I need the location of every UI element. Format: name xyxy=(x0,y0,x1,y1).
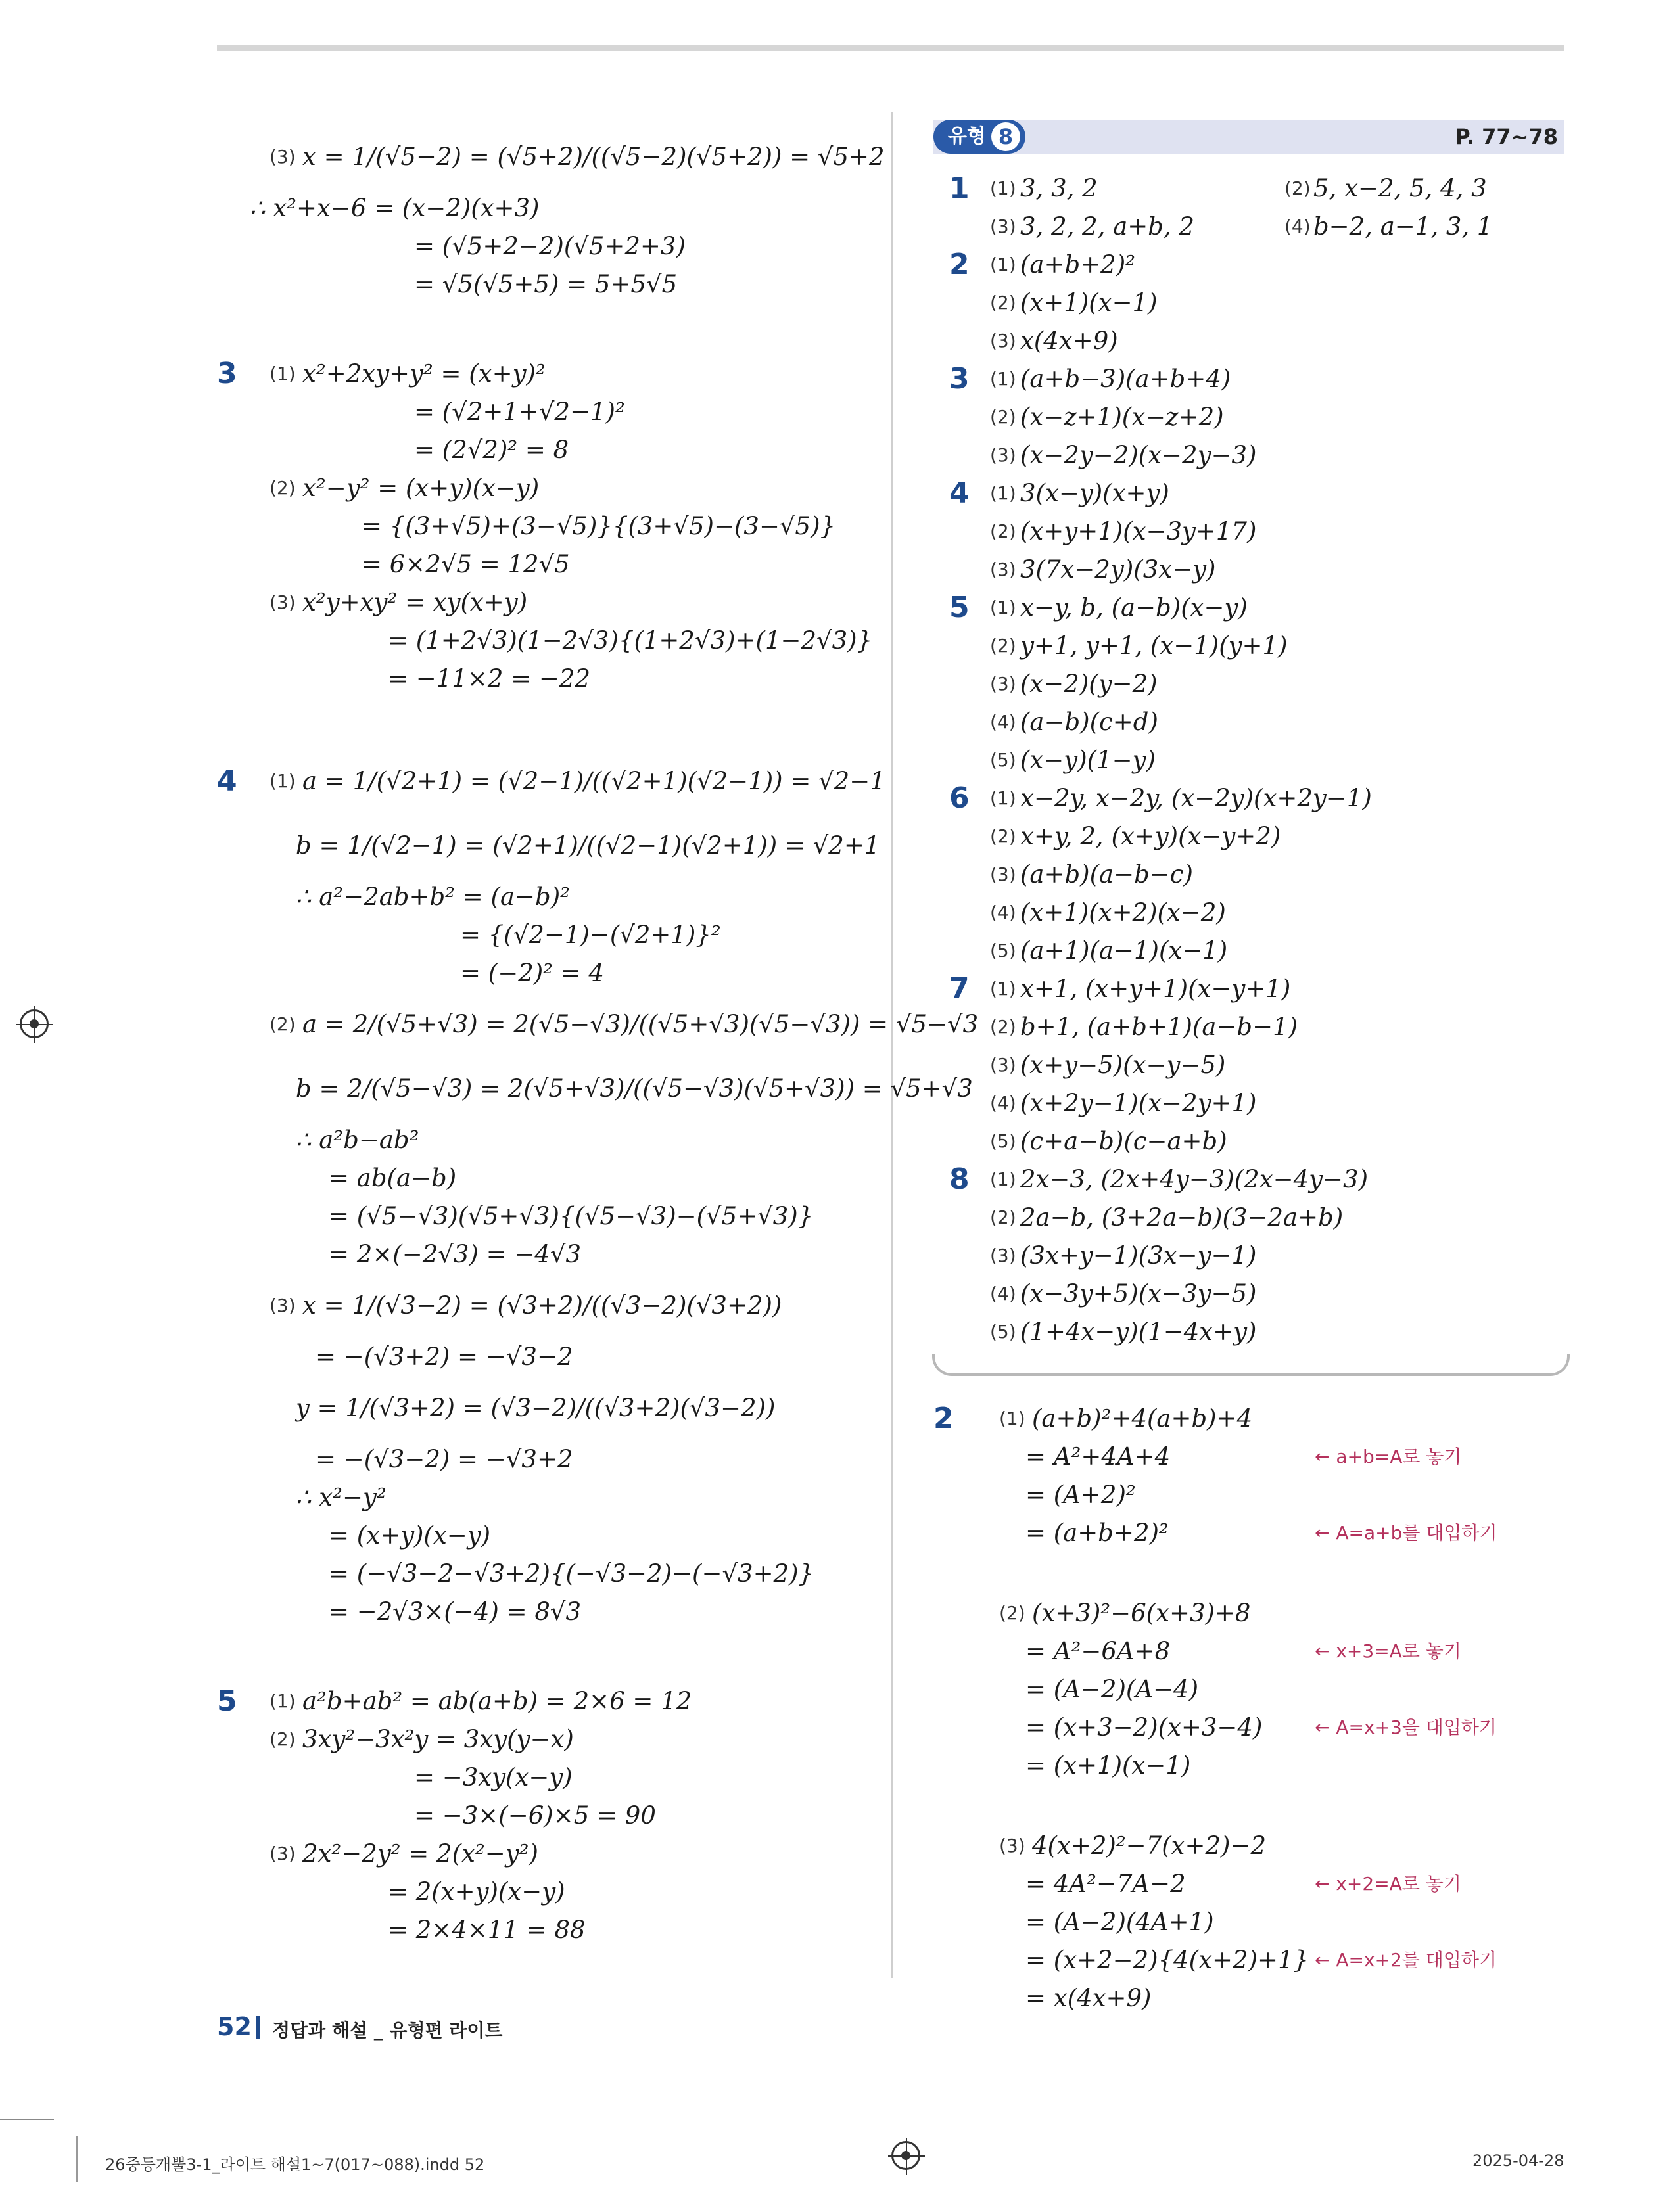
problem-number: 2 xyxy=(949,248,970,281)
equation-text: = (√5−√3)(√5+√3){(√5−√3)−(√5+√3)} xyxy=(329,1202,814,1230)
solution-line xyxy=(217,878,881,916)
solution-line xyxy=(217,1197,881,1235)
answer-text: (a+b+2)² xyxy=(1020,250,1135,279)
annotation-note: ← A=x+2를 대입하기 xyxy=(1315,1949,1497,1971)
equation-text: x²y+xy² = xy(x+y) xyxy=(302,588,528,616)
sub-label: (5) xyxy=(990,1321,1016,1343)
solution-line xyxy=(933,1632,1564,1671)
registration-mark-icon xyxy=(20,1009,49,1038)
solution-line xyxy=(217,954,881,992)
problem-number: 8 xyxy=(949,1163,970,1196)
answer-text: x+1, (x+y+1)(x−y+1) xyxy=(1020,975,1291,1003)
equation-text: = (A−2)(4A+1) xyxy=(1025,1908,1214,1936)
answer-text: (x−2y−2)(x−2y−3) xyxy=(1020,441,1257,469)
solution-line xyxy=(217,1274,881,1338)
equation-text: (x+3)²−6(x+3)+8 xyxy=(1032,1599,1251,1627)
sub-label: (3) xyxy=(990,444,1016,466)
sub-label: (2) xyxy=(990,520,1016,542)
answer-text: y+1, y+1, (x−1)(y+1) xyxy=(1020,632,1288,660)
equation-text: 2x²−2y² = 2(x²−y²) xyxy=(302,1839,538,1868)
answer-text: 3, 2, 2, a+b, 2 xyxy=(1020,212,1194,241)
solution-line xyxy=(217,1235,881,1274)
page-number: 52 xyxy=(217,2012,252,2041)
answer-row xyxy=(947,703,1558,741)
sub-label: (4) xyxy=(1284,216,1311,237)
problem-number: 5 xyxy=(217,1684,237,1718)
equation-text: = (−√3−2−√3+2){(−√3−2)−(−√3+2)} xyxy=(329,1559,814,1588)
sub-label: (5) xyxy=(990,1130,1016,1152)
equation-text: = (−2)² = 4 xyxy=(460,959,605,987)
page-reference: P. 77~78 xyxy=(1455,124,1558,149)
answer-text: (x+1)(x+2)(x−2) xyxy=(1020,898,1226,927)
answer-text: (x+y−5)(x−y−5) xyxy=(1020,1051,1226,1079)
equation-text: 4(x+2)²−7(x+2)−2 xyxy=(1032,1832,1267,1860)
equation-text: ∴ x²−y² xyxy=(296,1483,387,1511)
solution-2 xyxy=(933,1400,1564,2017)
answer-text: b+1, (a+b+1)(a−b−1) xyxy=(1020,1013,1298,1041)
sub-label: (3) xyxy=(270,591,296,613)
equation-text: = √5(√5+5) = 5+5√5 xyxy=(414,270,678,298)
problem-number: 3 xyxy=(217,357,237,390)
equation-text: = A²+4A+4 xyxy=(1025,1442,1171,1471)
sub-label: (4) xyxy=(990,1092,1016,1114)
equation-text: = 2(x+y)(x−y) xyxy=(388,1878,565,1906)
answer-text: (x−3y+5)(x−3y−5) xyxy=(1020,1279,1257,1308)
spacer xyxy=(217,698,881,749)
answer-row xyxy=(947,1008,1558,1046)
answer-box-border xyxy=(932,1354,1570,1376)
crop-mark xyxy=(76,2136,78,2182)
sub-label: (3) xyxy=(990,330,1016,352)
answer-text: x+y, 2, (x+y)(x−y+2) xyxy=(1020,822,1281,850)
solution-line xyxy=(217,393,881,431)
solution-line xyxy=(933,1438,1564,1476)
problem-number: 4 xyxy=(949,476,970,510)
equation-text: x²+2xy+y² = (x+y)² xyxy=(302,359,546,388)
answer-row xyxy=(947,589,1558,627)
solution-line xyxy=(217,355,881,393)
sub-label: (1) xyxy=(270,363,296,384)
sub-label: (4) xyxy=(990,711,1016,733)
sub-label: (1) xyxy=(990,787,1016,809)
answer-row xyxy=(947,665,1558,703)
answer-row xyxy=(947,1161,1558,1199)
sub-label: (5) xyxy=(990,940,1016,961)
equation-text: = {(√2−1)−(√2+1)}² xyxy=(460,921,721,949)
solution-line xyxy=(933,1827,1564,1865)
equation-text: ∴ x²+x−6 = (x−2)(x+3) xyxy=(250,194,540,222)
sub-label: (2) xyxy=(270,477,296,499)
answer-row xyxy=(947,779,1558,818)
sub-label: (1) xyxy=(990,368,1016,390)
equation-text: = −11×2 = −22 xyxy=(388,664,590,693)
spacer xyxy=(933,1552,1564,1594)
answer-text: 3, 3, 2 xyxy=(1020,174,1098,202)
equation-text: = 2×4×11 = 88 xyxy=(388,1916,586,1944)
answer-row xyxy=(947,1046,1558,1084)
solution-line xyxy=(217,1338,881,1376)
problem-number: 1 xyxy=(949,172,970,205)
solution-line xyxy=(217,814,881,878)
solution-line xyxy=(217,431,881,469)
solution-line xyxy=(933,1941,1564,1979)
answer-row xyxy=(947,970,1558,1008)
sub-label: (3) xyxy=(990,1245,1016,1266)
answer-text: b−2, a−1, 3, 1 xyxy=(1313,212,1493,241)
equation-text: = 6×2√5 = 12√5 xyxy=(362,550,570,578)
solution-line xyxy=(933,1979,1564,2017)
sub-label: (2) xyxy=(990,292,1016,313)
annotation-note: ← x+3=A로 놓기 xyxy=(1315,1640,1461,1662)
solution-line xyxy=(217,1797,881,1835)
answer-text: 2a−b, (3+2a−b)(3−2a+b) xyxy=(1020,1203,1344,1232)
answer-text: (x−y)(1−y) xyxy=(1020,746,1156,774)
answer-row xyxy=(947,1313,1558,1351)
problem-number: 6 xyxy=(949,781,970,815)
answer-row xyxy=(947,360,1558,398)
sub-label: (1) xyxy=(990,1168,1016,1190)
crop-mark xyxy=(0,2119,54,2120)
answer-text: 3(7x−2y)(3x−y) xyxy=(1020,555,1216,584)
type-badge: 유형 xyxy=(933,120,1025,154)
equation-text: y = 1/(√3+2) = (√3−2)/((√3+2)(√3−2)) xyxy=(296,1394,776,1422)
answer-text: (a+b)(a−b−c) xyxy=(1020,860,1193,888)
answer-row xyxy=(947,1122,1558,1161)
equation-text: = x(4x+9) xyxy=(1025,1984,1152,2012)
equation-text: b = 1/(√2−1) = (√2+1)/((√2−1)(√2+1)) = √2+1 xyxy=(296,831,880,860)
sub-label: (4) xyxy=(990,902,1016,923)
equation-text: = −(√3+2) = −√3−2 xyxy=(316,1343,573,1371)
sub-label: (1) xyxy=(990,254,1016,275)
answer-text: x−y, b, (a−b)(x−y) xyxy=(1020,593,1248,622)
solution-line xyxy=(217,622,881,660)
solution-line xyxy=(217,507,881,545)
solution-line xyxy=(217,1593,881,1631)
equation-text: = (x+y)(x−y) xyxy=(329,1521,491,1550)
print-date: 2025-04-28 xyxy=(1472,2152,1564,2170)
sub-label: (1) xyxy=(990,482,1016,504)
sub-label: (1) xyxy=(990,597,1016,618)
answer-text: (1+4x−y)(1−4x+y) xyxy=(1020,1318,1257,1346)
type-number: 8 xyxy=(991,122,1020,151)
solution-line xyxy=(217,1479,881,1517)
sub-label: (2) xyxy=(990,406,1016,428)
sub-label: (2) xyxy=(990,1016,1016,1038)
answer-list xyxy=(947,170,1558,1351)
annotation-note: ← x+2=A로 놓기 xyxy=(1315,1873,1461,1895)
answer-text: (x+2y−1)(x−2y+1) xyxy=(1020,1089,1257,1117)
answer-row xyxy=(947,894,1558,932)
equation-text: = (1+2√3)(1−2√3){(1+2√3)+(1−2√3)} xyxy=(388,626,873,655)
problem-number: 2 xyxy=(933,1402,954,1435)
equation-text: = (√2+1+√2−1)² xyxy=(414,398,625,426)
equation-text: = (a+b+2)² xyxy=(1025,1519,1169,1547)
answer-row xyxy=(947,856,1558,894)
sub-label: (3) xyxy=(270,1843,296,1864)
answer-row xyxy=(947,1275,1558,1313)
spacer xyxy=(217,1631,881,1682)
solution-line xyxy=(217,584,881,622)
solution-line xyxy=(217,1555,881,1593)
solution-line xyxy=(217,1159,881,1197)
solution-line xyxy=(217,227,881,265)
solution-line xyxy=(217,469,881,507)
equation-text: = 2×(−2√3) = −4√3 xyxy=(329,1240,582,1268)
solution-line xyxy=(933,1400,1564,1438)
sub-label: (5) xyxy=(990,749,1016,771)
sub-label: (2) xyxy=(990,635,1016,657)
annotation-note: ← A=a+b를 대입하기 xyxy=(1315,1522,1497,1544)
sub-label: (3) xyxy=(270,1295,296,1316)
answer-row xyxy=(947,741,1558,779)
equation-text: a = 2/(√5+√3) = 2(√5−√3)/((√5+√3)(√5−√3)) = √5−√3 xyxy=(302,1010,979,1038)
equation-text: = −3×(−6)×5 = 90 xyxy=(414,1801,656,1830)
equation-text: = ab(a−b) xyxy=(329,1164,457,1192)
answer-row xyxy=(947,474,1558,513)
problem-number: 3 xyxy=(949,362,970,396)
footer-title: 정답과 해설 _ 유형편 라이트 xyxy=(272,2019,503,2041)
sub-label: (2) xyxy=(990,1207,1016,1228)
answer-text: (x+y+1)(x−3y+17) xyxy=(1020,517,1257,545)
answer-row xyxy=(947,1237,1558,1275)
sub-label: (3) xyxy=(990,864,1016,885)
solution-line xyxy=(217,1057,973,1121)
sub-label: (2) xyxy=(270,1013,296,1035)
sub-label: (1) xyxy=(990,978,1016,1000)
solution-line xyxy=(217,992,979,1057)
solution-line xyxy=(217,660,881,698)
equation-text: a = 1/(√2+1) = (√2−1)/((√2+1)(√2−1)) = √2−1 xyxy=(302,767,885,795)
file-name: 26중등개뿔3-1_라이트 해설1~7(017~088).indd 52 xyxy=(105,2155,485,2174)
answer-text: 2x−3, (2x+4y−3)(2x−4y−3) xyxy=(1020,1165,1369,1193)
solution-line xyxy=(217,1835,881,1873)
solution-line xyxy=(933,1865,1564,1903)
sub-label: (3) xyxy=(990,559,1016,580)
answer-row xyxy=(947,818,1558,856)
sub-label: (4) xyxy=(990,1283,1016,1304)
solution-line xyxy=(933,1709,1564,1747)
equation-text: x = 1/(√5−2) = (√5+2)/((√5−2)(√5+2)) = √5+2 xyxy=(302,143,885,171)
answer-row xyxy=(947,322,1558,360)
equation-text: = (2√2)² = 8 xyxy=(414,436,569,464)
equation-text: = (x+2−2){4(x+2)+1} xyxy=(1025,1946,1309,1974)
problem-number: 5 xyxy=(949,591,970,624)
equation-text: = (A−2)(A−4) xyxy=(1025,1675,1199,1703)
answer-text: 3(x−y)(x+y) xyxy=(1020,479,1169,507)
answer-row xyxy=(947,170,1558,208)
solution-line xyxy=(217,1911,881,1949)
answer-row xyxy=(947,284,1558,322)
equation-text: = A²−6A+8 xyxy=(1025,1637,1171,1665)
top-rule xyxy=(217,45,1564,51)
solution-line xyxy=(217,1873,881,1911)
answer-text: (x+1)(x−1) xyxy=(1020,288,1158,317)
equation-text: x = 1/(√3−2) = (√3+2)/((√3−2)(√3+2)) xyxy=(302,1291,782,1320)
sub-label: (2) xyxy=(1284,177,1311,199)
problem-number: 7 xyxy=(949,972,970,1005)
annotation-note: ← A=x+3을 대입하기 xyxy=(1315,1717,1497,1738)
solution-line xyxy=(217,1376,881,1440)
sub-label: (2) xyxy=(999,1602,1025,1624)
answer-text: (x−2)(y−2) xyxy=(1020,670,1158,698)
spacer xyxy=(217,304,881,355)
equation-text: 3xy²−3x²y = 3xy(y−x) xyxy=(302,1725,574,1753)
answer-row xyxy=(947,398,1558,436)
sub-label: (2) xyxy=(270,1728,296,1750)
answer-text: (3x+y−1)(3x−y−1) xyxy=(1020,1241,1257,1270)
equation-text: = −2√3×(−4) = 8√3 xyxy=(329,1598,582,1626)
solution-line xyxy=(217,1440,881,1479)
equation-text: a²b+ab² = ab(a+b) = 2×6 = 12 xyxy=(302,1687,692,1715)
equation-text: = (A+2)² xyxy=(1025,1481,1136,1509)
answer-row xyxy=(947,551,1558,589)
solution-line xyxy=(933,1476,1564,1514)
sub-label: (1) xyxy=(270,1690,296,1712)
sub-label: (2) xyxy=(990,825,1016,847)
equation-text: b = 2/(√5−√3) = 2(√5+√3)/((√5−√3)(√5+√3)) = √5+√3 xyxy=(296,1074,973,1103)
solution-line xyxy=(217,1121,881,1159)
annotation-note: ← a+b=A로 놓기 xyxy=(1315,1446,1462,1467)
sub-label: (3) xyxy=(990,1054,1016,1076)
answer-row xyxy=(947,1084,1558,1122)
sub-label: (3) xyxy=(270,146,296,168)
answer-text: 5, x−2, 5, 4, 3 xyxy=(1313,174,1487,202)
equation-text: = (√5+2−2)(√5+2+3) xyxy=(414,232,686,260)
solution-line xyxy=(933,1671,1564,1709)
solution-line xyxy=(217,1759,881,1797)
solution-line xyxy=(933,1747,1564,1785)
equation-text: ∴ a²−2ab+b² = (a−b)² xyxy=(296,883,570,911)
solution-line xyxy=(933,1514,1564,1552)
answer-row xyxy=(947,436,1558,474)
solution-line xyxy=(217,1720,881,1759)
equation-text: x²−y² = (x+y)(x−y) xyxy=(302,474,540,502)
equation-text: = −3xy(x−y) xyxy=(414,1763,573,1791)
answer-row xyxy=(947,513,1558,551)
equation-text: = (x+1)(x−1) xyxy=(1025,1751,1191,1780)
answer-text: (a−b)(c+d) xyxy=(1020,708,1158,736)
spacer xyxy=(933,1785,1564,1827)
footer-divider xyxy=(256,2016,260,2039)
answer-row xyxy=(947,1199,1558,1237)
solution-line xyxy=(217,749,885,814)
equation-text: ∴ a²b−ab² xyxy=(296,1126,419,1154)
sub-label: (3) xyxy=(999,1835,1025,1856)
solution-line xyxy=(933,1903,1564,1941)
answer-text: (c+a−b)(c−a+b) xyxy=(1020,1127,1227,1155)
solution-line xyxy=(217,545,881,584)
solution-line xyxy=(217,125,885,189)
answer-text: (a+b−3)(a+b+4) xyxy=(1020,365,1231,393)
sub-label: (3) xyxy=(990,673,1016,695)
sub-label: (1) xyxy=(999,1408,1025,1429)
solution-line xyxy=(933,1594,1564,1632)
sub-label: (1) xyxy=(270,770,296,792)
equation-text: = 4A²−7A−2 xyxy=(1025,1870,1186,1898)
solution-line xyxy=(217,1517,881,1555)
equation-text: = {(3+√5)+(3−√5)}{(3+√5)−(3−√5)} xyxy=(362,512,836,540)
solution-line xyxy=(217,916,881,954)
equation-text: = (x+3−2)(x+3−4) xyxy=(1025,1713,1263,1741)
solution-line xyxy=(217,265,881,304)
equation-text: = −(√3−2) = −√3+2 xyxy=(316,1445,573,1473)
answer-row xyxy=(947,627,1558,665)
answer-row xyxy=(947,208,1558,246)
solution-line xyxy=(217,1682,881,1720)
answer-text: (a+1)(a−1)(x−1) xyxy=(1020,936,1228,965)
answer-text: x(4x+9) xyxy=(1020,327,1118,355)
answer-row xyxy=(947,932,1558,970)
equation-text: (a+b)²+4(a+b)+4 xyxy=(1032,1404,1253,1433)
solution-line xyxy=(217,189,881,227)
sub-label: (1) xyxy=(990,177,1016,199)
sub-label: (3) xyxy=(990,216,1016,237)
registration-mark-icon xyxy=(891,2141,920,2170)
problem-number: 4 xyxy=(217,764,237,798)
answer-text: (x−z+1)(x−z+2) xyxy=(1020,403,1224,431)
answer-text: x−2y, x−2y, (x−2y)(x+2y−1) xyxy=(1020,784,1372,812)
answer-row xyxy=(947,246,1558,284)
